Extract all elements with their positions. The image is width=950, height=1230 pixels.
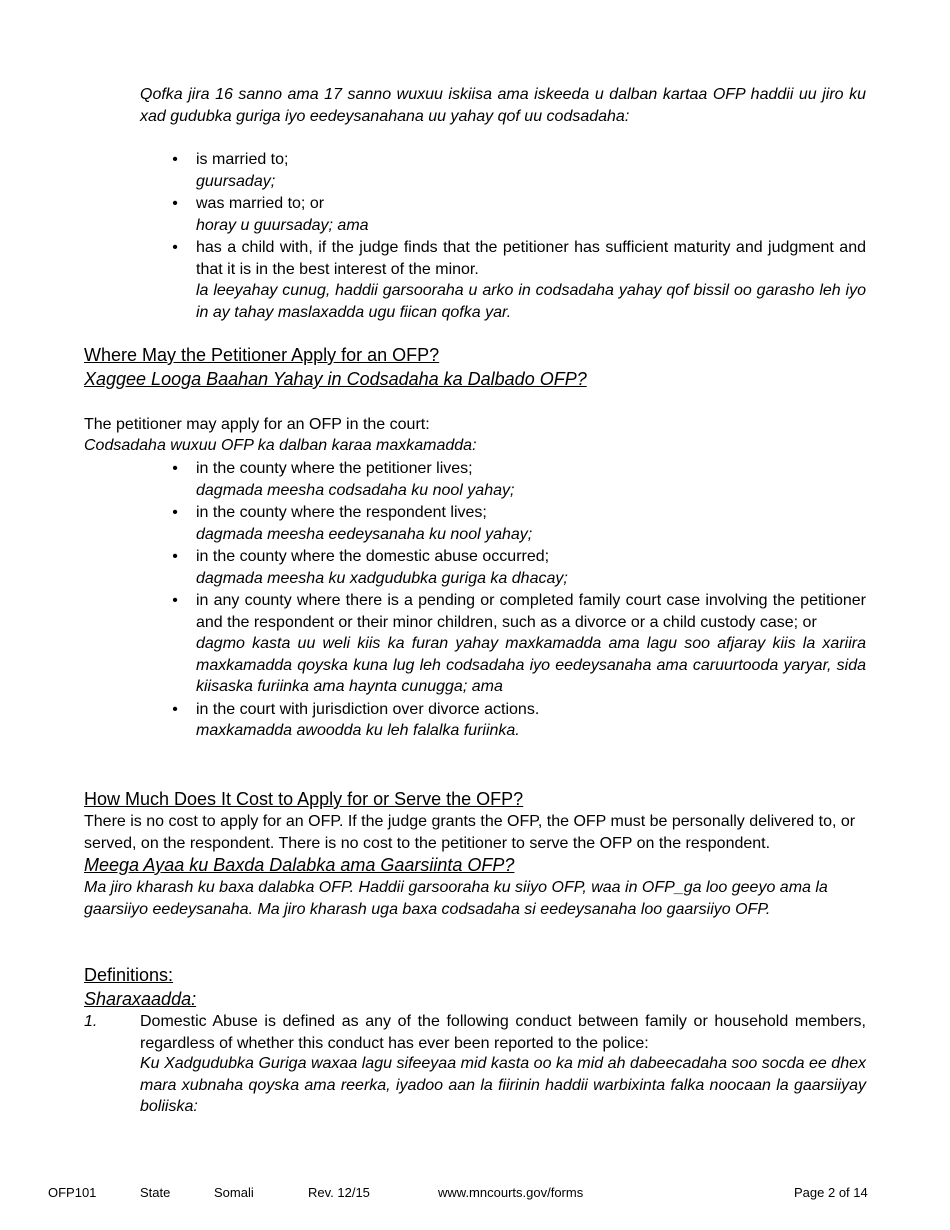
bullet-text-so: guursaday; xyxy=(196,172,276,190)
cost-heading-so: Meega Ayaa ku Baxda Dalabka ama Gaarsiinta OFP? xyxy=(84,855,515,875)
where-bullet-list xyxy=(172,458,866,743)
footer-state: State xyxy=(140,1185,171,1200)
bullet-text-so: la leeyahay cunug, haddii garsooraha u arko in codsadaha yahay qof bissil oo garasho leh iyo in ay tahay maslaxadda ugu fiican qofka yar. xyxy=(196,282,866,321)
bullet-text-so: dagmo kasta uu weli kiis ka furan yahay maxkamadda ama lagu soo afjaray kiis la xariira maxkamadda qoyska kuna lug leh codsadaha iyo eedeysanaha ama caruurtooda yaryar, sida kiisaska furiinka ama haynta cunugga; ama xyxy=(196,635,866,695)
bullet-text-en: in the county where the petitioner lives; xyxy=(196,460,473,477)
bullet-text-so: horay u guursaday; ama xyxy=(196,216,369,234)
footer-revision: Rev. 12/15 xyxy=(308,1185,370,1200)
list-item xyxy=(172,502,866,545)
bullet-text-en: is married to; xyxy=(196,151,289,168)
footer-form-id: OFP101 xyxy=(48,1185,97,1200)
cost-body-so: Ma jiro kharash ku baxa dalabka OFP. Haddii garsooraha ku siiyo OFP, waa in OFP_ga loo geeyo ama la gaarsiiyo eedeysanaha. Ma jiro kharash uga baxa codsadaha si eedeysanaha loo gaarsiiyo OFP. xyxy=(84,879,828,918)
bullet-text-en: in the court with jurisdiction over divorce actions. xyxy=(196,700,540,718)
list-item xyxy=(172,193,866,236)
footer-url[interactable]: www.mncourts.gov/forms xyxy=(438,1185,584,1200)
bullet-text-en: in the county where the respondent lives; xyxy=(196,504,487,521)
definition-text-so: Ku Xadgudubka Guriga waxaa lagu sifeeyaa mid kasta oo ka mid ah dabeecadaha soo socda ee dhex mara xubnaha qoyska ama reerka, iyadoo aan la fiirinin haddii warbixinta falka noocaan la gaarsiiyay boliiska: xyxy=(140,1055,866,1115)
footer-language: Somali xyxy=(214,1185,254,1200)
where-lead-en: The petitioner may apply for an OFP in the court: xyxy=(84,416,430,433)
bullet-text-so: maxkamadda awoodda ku leh falalka furiinka. xyxy=(196,722,520,739)
intro-bullet-list xyxy=(172,149,866,324)
list-item xyxy=(172,546,866,589)
list-item xyxy=(172,149,866,192)
bullet-text-so: dagmada meesha codsadaha ku nool yahay; xyxy=(196,481,515,499)
bullet-icon: • xyxy=(172,548,178,565)
bullet-text-en: in any county where there is a pending or completed family court case involving the petitioner and the respondent or their minor children, such as a divorce or a child custody case; or xyxy=(196,592,866,631)
bullet-icon: • xyxy=(172,592,178,609)
list-item xyxy=(172,237,866,323)
definitions-heading-so: Sharaxaadda: xyxy=(84,989,197,1009)
bullet-icon: • xyxy=(172,504,178,521)
intro-paragraph-somali: Qofka jira 16 sanno ama 17 sanno wuxuu iskiisa ama iskeeda u dalban kartaa OFP haddii uu jiro ku xad gudubka guriga iyo eedeysanahana uu yahay qof uu codsadaha: xyxy=(140,86,866,125)
bullet-icon: • xyxy=(172,151,178,168)
definitions-heading-en: Definitions: xyxy=(84,965,174,985)
definition-number: 1. xyxy=(84,1013,98,1030)
bullet-text-so: dagmada meesha eedeysanaha ku nool yahay; xyxy=(196,525,533,543)
bullet-text-so: dagmada meesha ku xadgudubka guriga ka dhacay; xyxy=(196,569,568,587)
footer-page-number: Page 2 of 14 xyxy=(794,1185,868,1200)
list-item xyxy=(172,590,866,698)
list-item xyxy=(172,458,866,501)
cost-heading-en: How Much Does It Cost to Apply for or Serve the OFP? xyxy=(84,789,524,809)
where-heading-so: Xaggee Looga Baahan Yahay in Codsadaha ka Dalbado OFP? xyxy=(84,369,587,389)
bullet-text-en: was married to; or xyxy=(196,195,325,212)
bullet-text-en: has a child with, if the judge finds that the petitioner has sufficient maturity and judgment and that it is in the best interest of the minor. xyxy=(196,239,866,278)
where-heading-en: Where May the Petitioner Apply for an OFP? xyxy=(84,345,440,365)
bullet-icon: • xyxy=(172,700,178,718)
cost-body-en: There is no cost to apply for an OFP. If the judge grants the OFP, the OFP must be personally delivered to, or served, on the respondent. There is no cost to the petitioner to serve the OFP on the respondent. xyxy=(84,813,856,852)
bullet-icon: • xyxy=(172,460,178,477)
where-lead-so: Codsadaha wuxuu OFP ka dalban karaa maxkamadda: xyxy=(84,437,477,454)
bullet-icon: • xyxy=(172,195,178,212)
definition-text-en: Domestic Abuse is defined as any of the following conduct between family or household members, regardless of whether this conduct has ever been reported to the police: xyxy=(140,1013,866,1052)
bullet-icon: • xyxy=(172,239,178,256)
list-item xyxy=(172,699,866,742)
bullet-text-en: in the county where the domestic abuse occurred; xyxy=(196,548,550,565)
